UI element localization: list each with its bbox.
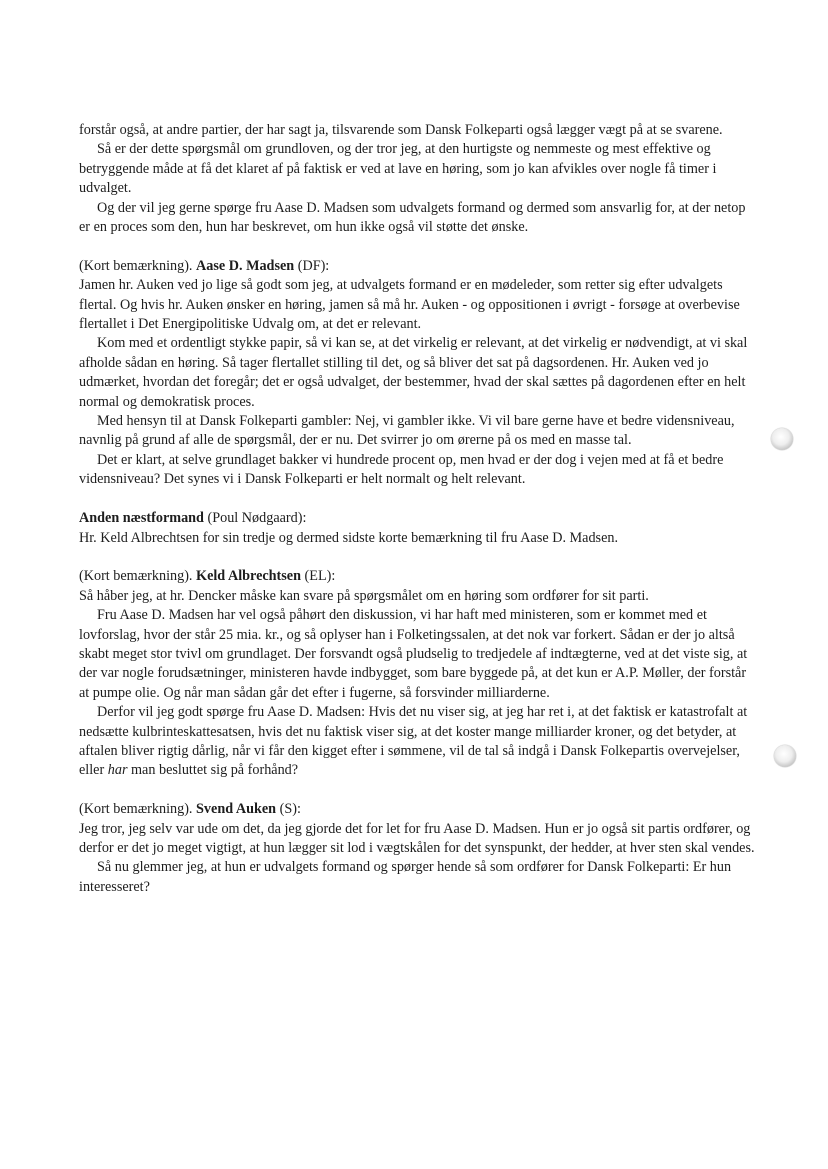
speaker-prefix: (Kort bemærkning).: [79, 801, 197, 818]
paragraph: Med hensyn til at Dansk Folkeparti gambler: Nej, vi gambler ikke. Vi vil bare gerne have et bedre vidensniveau, navnlig på grund af alle de spørgsmål, der er nu. Det svirrer jo om ørerne på os med en masse tal.: [79, 413, 735, 449]
paragraph: Og der vil jeg gerne spørge fru Aase D. Madsen som udvalgets formand og dermed som ansvarlig for, at der netop er en proces som den, hun har beskrevet, om hun ikke også vil støtte det ønske.: [79, 199, 746, 236]
paragraph: Det er klart, at selve grundlaget bakker vi hundrede procent op, men hvad er der dog i vejen med at få et bedre vidensniveau? Det synes vi i Dansk Folkeparti er helt normalt og helt relevant.: [79, 451, 724, 488]
speaker-name: Keld Albrechtsen: [196, 568, 301, 585]
speaker-heading: [79, 509, 755, 528]
paragraph-gap: [79, 548, 755, 567]
emphasized-word: har: [107, 762, 128, 779]
paragraph: [79, 703, 755, 781]
paragraph: forstår også, at andre partier, der har sagt ja, tilsvarende som Dansk Folkeparti også lægger vægt på at se svarene.: [79, 122, 723, 138]
paragraph-text: Derfor vil jeg godt spørge fru Aase D. Madsen: Hvis det nu viser sig, at jeg har ret i, at det faktisk er katastrofalt at nedsætte kulbrinteskattesatsen, hvis det nu faktisk viser sig, at det koster mange milliarder kroner, og det betyder, at aftalen bliver rigtig dårlig, når vi får den kigget efter i sømmene, vil de tal så indgå i Dansk Folkepartis overvejelser, eller: [79, 704, 748, 779]
paragraph-gap: [79, 237, 755, 256]
speaker-name: Aase D. Madsen: [196, 257, 295, 274]
paragraph: Hr. Keld Albrechtsen for sin tredje og dermed sidste korte bemærkning til fru Aase D. Madsen.: [79, 529, 619, 546]
paragraph-gap: [79, 781, 755, 800]
page-text: [79, 121, 755, 897]
paragraph: Jamen hr. Auken ved jo lige så godt som jeg, at udvalgets formand er en mødeleder, som retter sig efter udvalgets flertal. Og hvis hr. Auken ønsker en høring, jamen så må hr. Auken - og oppositionen i øvrigt - forsøge at overbevise flertallet i Det Energipolitiske Udvalg om, at det er relevant.: [79, 277, 740, 333]
speaker-affiliation: (S):: [276, 801, 301, 818]
speaker-prefix: (Kort bemærkning).: [79, 257, 197, 274]
speaker-affiliation: (Poul Nødgaard):: [203, 510, 307, 527]
speaker-name: Svend Auken: [196, 801, 277, 818]
paragraph-text: man besluttet sig på forhånd?: [127, 762, 299, 779]
speaker-affiliation: (EL):: [301, 568, 336, 585]
speaker-heading: [79, 257, 755, 276]
paragraph: Så er der dette spørgsmål om grundloven, og der tror jeg, at den hurtigste og nemmeste og mest effektive og betryggende måde at få det klaret af på faktisk er ved at lave en høring, som jo kan afvikles over nogle få timer i udvalget.: [79, 141, 717, 197]
paragraph-gap: [79, 490, 755, 509]
paragraph: Så nu glemmer jeg, at hun er udvalgets formand og spørger hende så som ordfører for Dansk Folkeparti: Er hun interesseret?: [79, 859, 732, 895]
speaker-prefix: (Kort bemærkning).: [79, 568, 197, 585]
speaker-heading: [79, 800, 755, 819]
paragraph: Kom med et ordentligt stykke papir, så vi kan se, at det virkelig er relevant, at det virkelig er nødvendigt, at vi skal afholde sådan en høring. Så tager flertallet stilling til det, og så bliver det sat på dagsordenen. Hr. Auken ved jo udmærket, hvordan det foregår; det er også udvalget, der bestemmer, hvad der skal sættes på dagordenen efter en helt normal og demokratisk proces.: [79, 335, 748, 410]
paragraph: Så håber jeg, at hr. Dencker måske kan svare på spørgsmålet om en høring som ordfører for sit parti.: [79, 587, 649, 604]
punch-hole-upper: [771, 428, 793, 450]
speaker-name: Anden næstformand: [79, 510, 204, 527]
speaker-heading: [79, 567, 755, 586]
speaker-affiliation: (DF):: [294, 257, 330, 274]
punch-hole-lower: [774, 745, 796, 767]
paragraph: Jeg tror, jeg selv var ude om det, da jeg gjorde det for let for fru Aase D. Madsen. Hun er jo også sit partis ordfører, og derfor er det jo meget vigtigt, at hun lægger sit lod i vægtskålen for det synspunkt, der hedder, at hver sten skal vendes.: [79, 820, 755, 856]
paragraph: Fru Aase D. Madsen har vel også påhørt den diskussion, vi har haft med ministeren, som er kommet med et lovforslag, hvor der står 25 mia. kr., og så oplyser han i Folketingssalen, at det nok var forkert. Sådan er der jo altså skabt meget stor tvivl om grundlaget. Der forsvandt også pludselig to tredjedele af indtægterne, ved at det viste sig, at der var nogle forudsætninger, ministeren havde indbygget, som bare byggede på, at det kun er A.P. Møller, der forstår at pumpe olie. Og når man sådan går det efter i fugerne, så forsvinder milliarderne.: [79, 607, 748, 701]
